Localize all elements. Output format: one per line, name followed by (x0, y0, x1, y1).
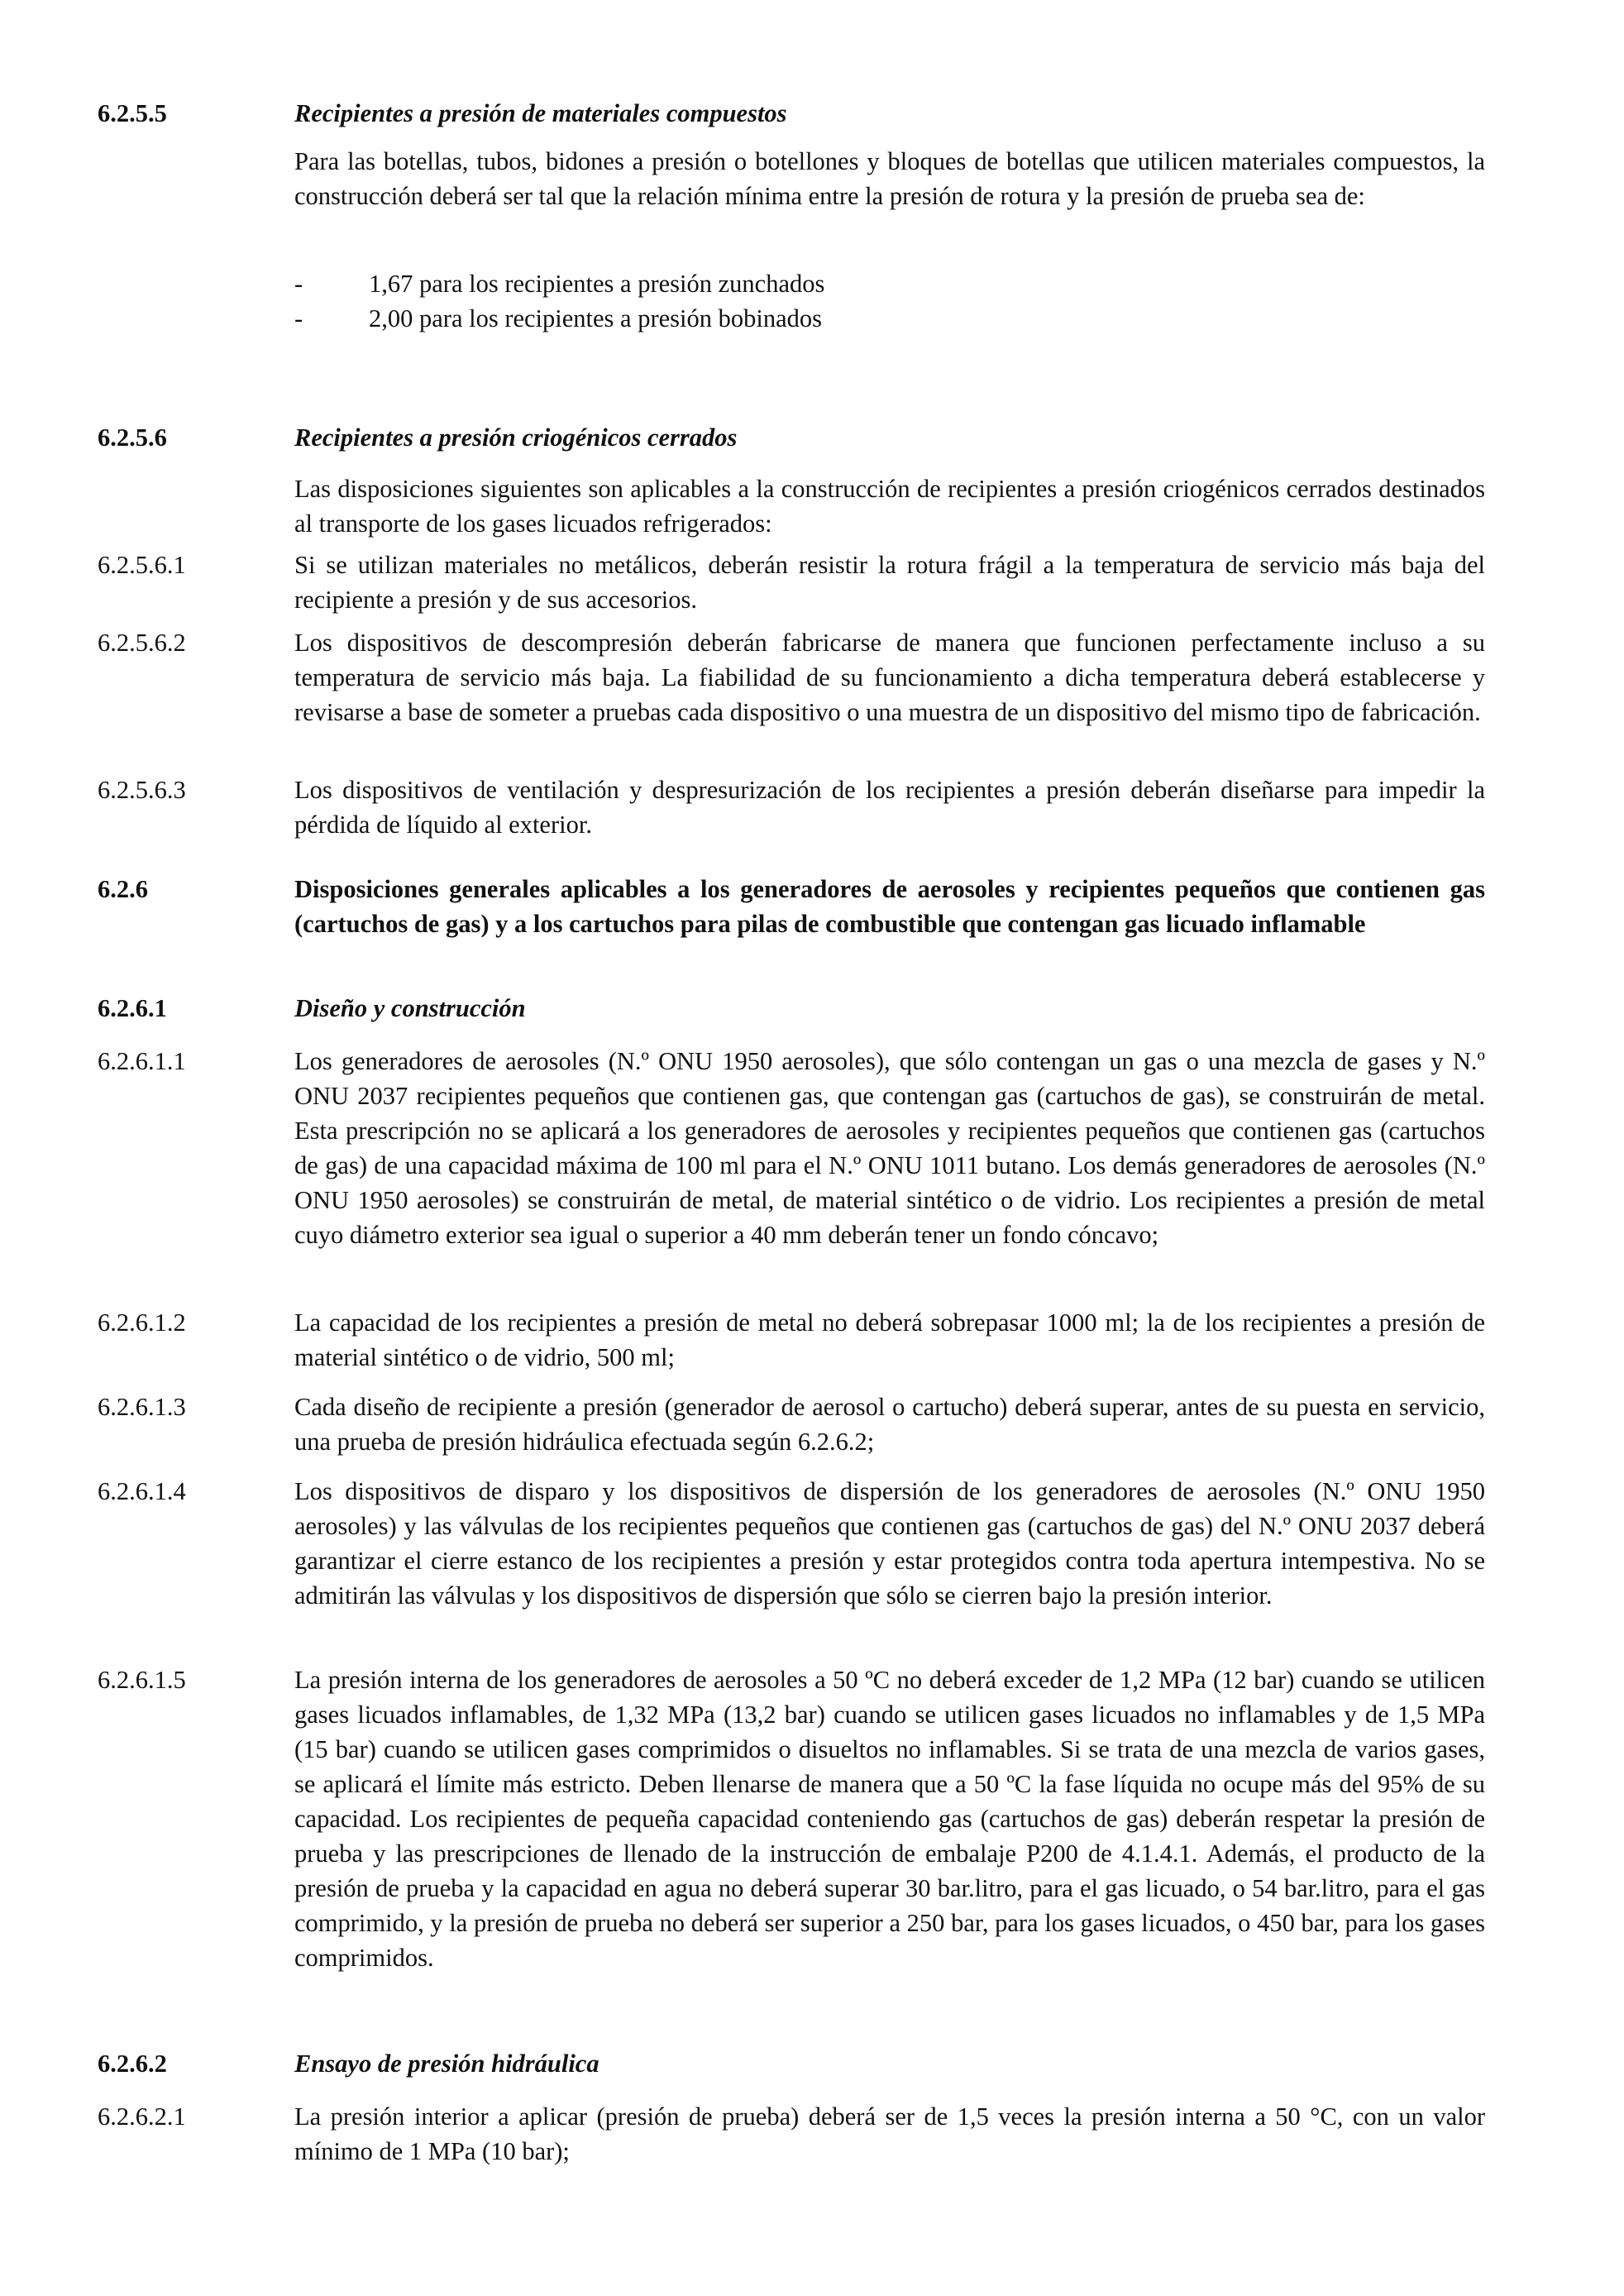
item-number: 6.2.5.6.2 (98, 629, 186, 657)
section-title: Diseño y construcción (294, 994, 526, 1022)
item-number: 6.2.6.1.5 (98, 1666, 186, 1694)
item-number: 6.2.6.1.2 (98, 1308, 186, 1337)
item-number: 6.2.6.1.4 (98, 1477, 186, 1505)
section-number: 6.2.6.1 (98, 994, 167, 1022)
section-title: Ensayo de presión hidráulica (294, 2050, 599, 2078)
item-text: Cada diseño de recipiente a presión (generador de aerosol o cartucho) deberá superar, antes de su puesta en servicio, una prueba de presión hidráulica efectuada según 6.2.6.2; (294, 1393, 1485, 1456)
bullet-dash: - (294, 304, 303, 332)
item-text: Los dispositivos de ventilación y despresurización de los recipientes a presión deberán diseñarse para impedir la pérdida de líquido al exterior. (294, 776, 1485, 839)
paragraph-text: Para las botellas, tubos, bidones a presión o botellones y bloques de botellas que utilicen materiales compuestos, la construcción deberá ser tal que la relación mínima entre la presión de rotura y la presión de prueba sea de: (294, 147, 1485, 210)
item-number: 6.2.5.6.1 (98, 551, 186, 579)
item-text: La capacidad de los recipientes a presión de metal no deberá sobrepasar 1000 ml; la de los recipientes a presión de material sintético o de vidrio, 500 ml; (294, 1308, 1485, 1371)
item-number: 6.2.6.1.3 (98, 1393, 186, 1421)
item-text: La presión interna de los generadores de aerosoles a 50 ºC no deberá exceder de 1,2 MPa (12 bar) cuando se utilicen gases licuados inflamables, de 1,32 MPa (13,2 bar) cuando se utilicen gases licuados no inflamables y de 1,5 MPa (15 bar) cuando se utilicen gases comprimidos o disueltos no inflamables. Si se trata de una mezcla de varios gases, se aplicará el límite más estricto. Deben llenarse de manera que a 50 ºC la fase líquida no ocupe más del 95% de su capacidad. Los recipientes de pequeña capacidad conteniendo gas (cartuchos de gas) deberán respetar la presión de prueba y las prescripciones de llenado de la instrucción de embalaje P200 de 4.1.4.1. Además, el producto de la presión de prueba y la capacidad en agua no deberá superar 30 bar.litro, para el gas licuado, o 54 bar.litro, para el gas comprimido, y la presión de prueba no deberá ser superior a 250 bar, para los gases licuados, o 450 bar, para los gases comprimidos. (294, 1666, 1485, 1972)
section-title: Recipientes a presión criogénicos cerrados (294, 423, 738, 452)
section-title: Disposiciones generales aplicables a los generadores de aerosoles y recipientes pequeños que contienen gas (cartuchos de gas) y a los cartuchos para pilas de combustible que contengan gas licuado inflamable (294, 875, 1485, 938)
section-number: 6.2.6 (98, 875, 148, 903)
section-title: Recipientes a presión de materiales compuestos (294, 99, 787, 127)
item-text: Los generadores de aerosoles (N.º ONU 1950 aerosoles), que sólo contengan un gas o una mezcla de gases y N.º ONU 2037 recipientes pequeños que contienen gas, que contengan gas (cartuchos de gas), se construirán de metal. Esta prescripción no se aplicará a los generadores de aerosoles y recipientes pequeños que contienen gas (cartuchos de gas) de una capacidad máxima de 100 ml para el N.º ONU 1011 butano. Los demás generadores de aerosoles (N.º ONU 1950 aerosoles) se construirán de metal, de material sintético o de vidrio. Los recipientes a presión de metal cuyo diámetro exterior sea igual o superior a 40 mm deberán tener un fondo cóncavo; (294, 1047, 1485, 1249)
section-number: 6.2.5.5 (98, 99, 167, 127)
item-text: La presión interior a aplicar (presión de prueba) deberá ser de 1,5 veces la presión interna a 50 °C, con un valor mínimo de 1 MPa (10 bar); (294, 2102, 1485, 2165)
bullet-dash: - (294, 270, 303, 298)
section-number: 6.2.5.6 (98, 423, 167, 452)
bullet-text: 2,00 para los recipientes a presión bobinados (369, 304, 823, 332)
item-number: 6.2.6.1.1 (98, 1047, 186, 1075)
section-number: 6.2.6.2 (98, 2050, 167, 2078)
item-text: Los dispositivos de disparo y los dispositivos de dispersión de los generadores de aerosoles (N.º ONU 1950 aerosoles) y las válvulas de los recipientes pequeños que contienen gas (cartuchos de gas) del N.º ONU 2037 deberá garantizar el cierre estanco de los recipientes a presión y estar protegidos contra toda apertura intempestiva. No se admitirán las válvulas y los dispositivos de dispersión que sólo se cierren bajo la presión interior. (294, 1477, 1485, 1610)
bullet-text: 1,67 para los recipientes a presión zunchados (369, 270, 825, 298)
item-text: Los dispositivos de descompresión deberán fabricarse de manera que funcionen perfectamente incluso a su temperatura de servicio más baja. La fiabilidad de su funcionamiento a dicha temperatura deberá establecerse y revisarse a base de someter a pruebas cada dispositivo o una muestra de un dispositivo del mismo tipo de fabricación. (294, 629, 1485, 726)
paragraph-text: Las disposiciones siguientes son aplicables a la construcción de recipientes a presión criogénicos cerrados destinados al transporte de los gases licuados refrigerados: (294, 475, 1485, 538)
item-number: 6.2.6.2.1 (98, 2102, 186, 2131)
item-text: Si se utilizan materiales no metálicos, deberán resistir la rotura frágil a la temperatura de servicio más baja del recipiente a presión y de sus accesorios. (294, 551, 1485, 614)
item-number: 6.2.5.6.3 (98, 776, 186, 804)
